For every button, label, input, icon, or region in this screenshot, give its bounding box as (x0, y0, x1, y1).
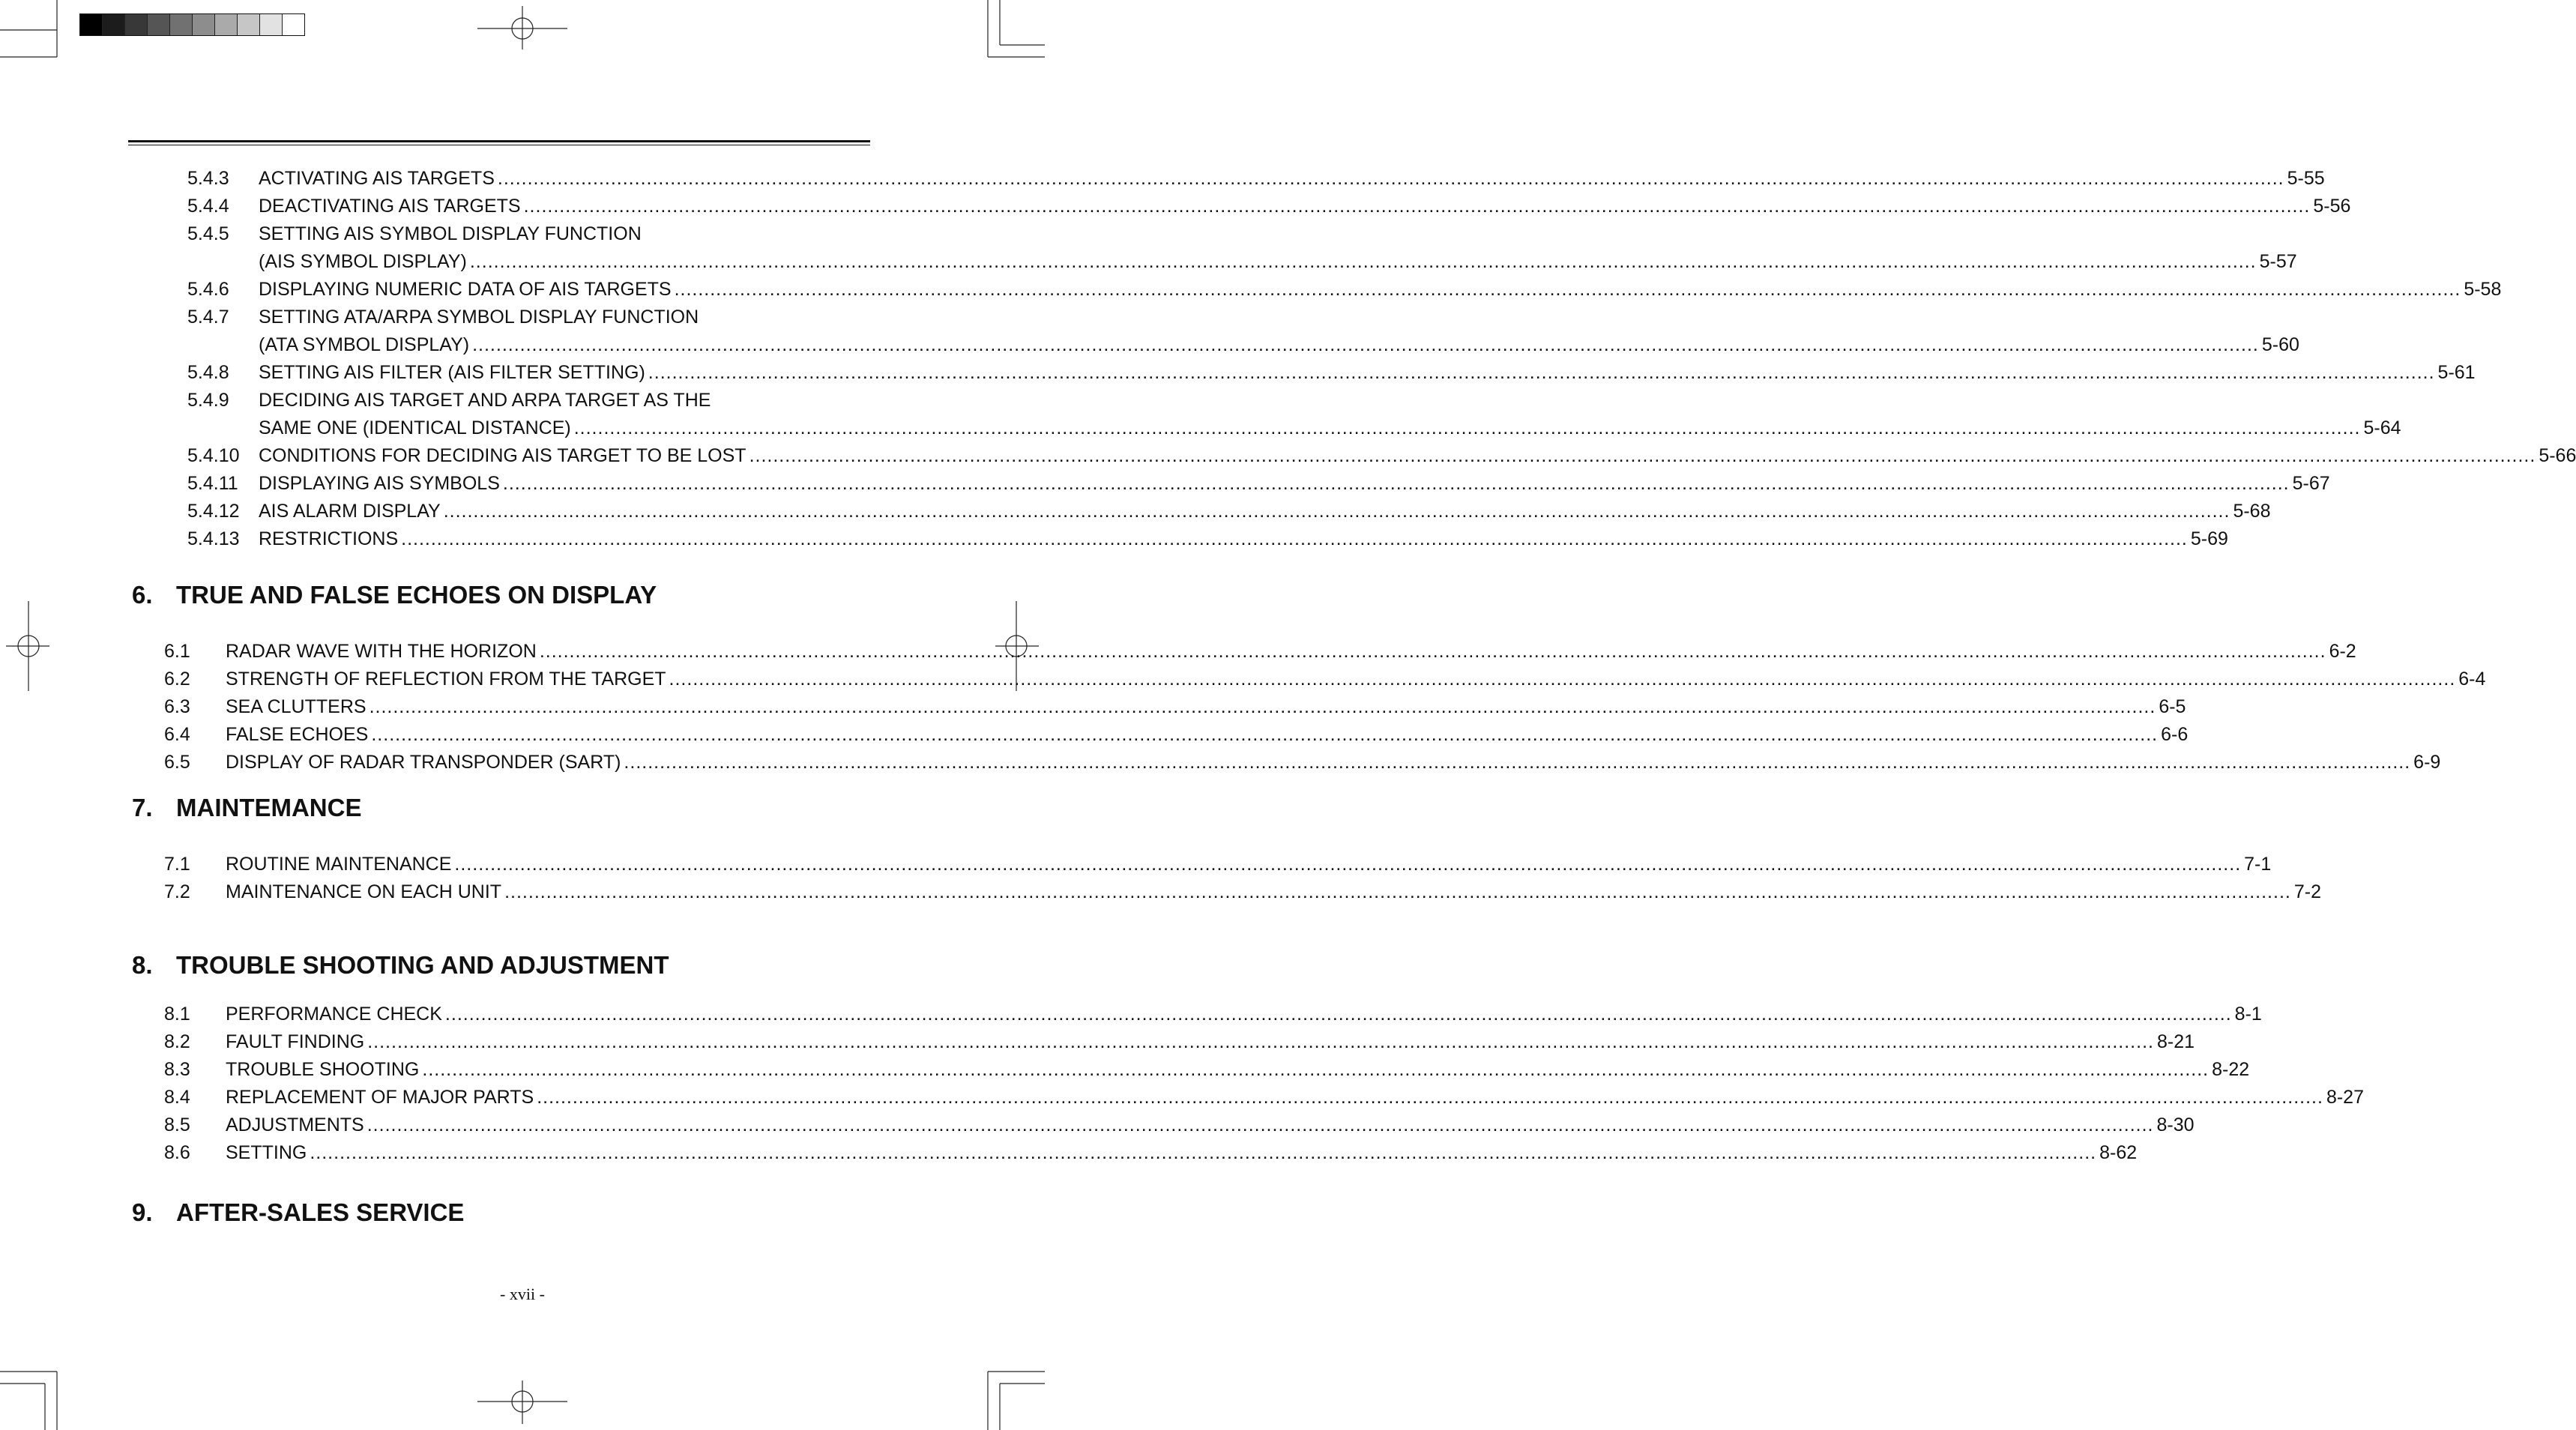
toc-entry[interactable] (164, 1085, 2364, 1113)
toc-entry[interactable] (164, 1141, 2138, 1168)
chapter-number: 7. (132, 794, 153, 821)
header-rule-thick (128, 140, 870, 142)
chapter-title: TRUE AND FALSE ECHOES ON DISPLAY (176, 581, 657, 609)
toc-entry[interactable] (164, 750, 2441, 778)
dot-leader: ............................................................................................................................................................................................................................................................................................................ (422, 1059, 2209, 1080)
toc-entry[interactable] (187, 471, 2330, 499)
chapter-title: TROUBLE SHOOTING AND ADJUSTMENT (176, 951, 669, 979)
toc-entry-title: PERFORMANCE CHECK (226, 1004, 442, 1025)
toc-entry-number: 5.4.9 (187, 390, 229, 411)
toc-entry[interactable] (187, 499, 2271, 527)
toc-page-number: 8-62 (2099, 1142, 2138, 1163)
dot-leader: ............................................................................................................................................................................................................................................................................................................ (674, 279, 2461, 300)
page-number: - xvii - (500, 1285, 545, 1303)
toc-entry-title: SETTING (226, 1142, 307, 1163)
crop-mark-bottom-right (988, 1372, 1045, 1430)
toc-entry-number: 5.4.13 (187, 528, 240, 549)
toc-page-number: 6-4 (2458, 669, 2486, 690)
toc-page-number: 8-27 (2326, 1087, 2364, 1108)
toc-entry-title: DISPLAYING AIS SYMBOLS (259, 473, 500, 494)
toc-entry[interactable] (164, 695, 2186, 722)
toc-entry[interactable] (187, 388, 2401, 444)
toc-page-number: 5-64 (2363, 417, 2401, 438)
dot-leader: ............................................................................................................................................................................................................................................................................................................ (504, 881, 2291, 902)
toc-entry-title-line: DECIDING AIS TARGET AND ARPA TARGET AS THE (259, 390, 711, 411)
dot-leader: ............................................................................................................................................................................................................................................................................................................ (669, 669, 2456, 690)
registration-mark-left (6, 601, 49, 691)
toc-entry-number: 5.4.6 (187, 279, 229, 300)
chapter-number: 9. (132, 1198, 153, 1226)
toc-entry-title: FAULT FINDING (226, 1031, 365, 1052)
toc-page-number: 5-57 (2259, 251, 2297, 272)
toc-entry-number: 8.3 (164, 1059, 190, 1080)
dot-leader: ............................................................................................................................................................................................................................................................................................................ (502, 473, 2290, 494)
dot-leader: ............................................................................................................................................................................................................................................................................................................ (573, 417, 2361, 438)
toc-page-number: 5-67 (2292, 473, 2330, 494)
toc-entry-title: SETTING AIS FILTER (AIS FILTER SETTING) (259, 362, 645, 383)
dot-leader: ............................................................................................................................................................................................................................................................................................................ (367, 1114, 2154, 1135)
toc-page-number: 6-6 (2161, 724, 2189, 745)
toc-page-number: 5-66 (2539, 445, 2576, 466)
toc-entry[interactable] (164, 880, 2321, 908)
chapter-title: AFTER-SALES SERVICE (176, 1198, 465, 1226)
toc-entry-number: 8.2 (164, 1031, 190, 1052)
dot-leader: ............................................................................................................................................................................................................................................................................................................ (497, 168, 2284, 189)
toc-entry-title: RADAR WAVE WITH THE HORIZON (226, 641, 537, 662)
dot-leader: ............................................................................................................................................................................................................................................................................................................ (401, 528, 2188, 549)
dot-leader: ............................................................................................................................................................................................................................................................................................................ (369, 696, 2156, 717)
dot-leader: ............................................................................................................................................................................................................................................................................................................ (749, 445, 2536, 466)
toc-entry-title: STRENGTH OF REFLECTION FROM THE TARGET (226, 669, 666, 690)
toc-page-number: 5-58 (2464, 279, 2502, 300)
toc-page-number: 7-2 (2293, 881, 2321, 902)
toc-page-number: 8-30 (2156, 1114, 2195, 1135)
toc-entry-number: 5.4.5 (187, 223, 229, 244)
toc-page-number: 5-69 (2190, 528, 2228, 549)
dot-leader: ............................................................................................................................................................................................................................................................................................................ (539, 641, 2326, 662)
toc-entry[interactable] (187, 222, 2297, 277)
dot-leader: ............................................................................................................................................................................................................................................................................................................ (443, 501, 2230, 522)
toc-page-number: 5-56 (2313, 196, 2351, 217)
toc-page-number: 6-2 (2329, 641, 2356, 662)
dot-leader: ............................................................................................................................................................................................................................................................................................................ (444, 1004, 2232, 1025)
toc-entry-title-line: SETTING AIS SYMBOL DISPLAY FUNCTION (259, 223, 642, 244)
toc-entry[interactable] (187, 360, 2476, 388)
crop-mark-top-right (988, 0, 1045, 57)
toc-entry-title: FALSE ECHOES (226, 724, 369, 745)
dot-leader: ............................................................................................................................................................................................................................................................................................................ (648, 362, 2435, 383)
toc-entry[interactable] (164, 1030, 2195, 1058)
toc-entry-title: DISPLAY OF RADAR TRANSPONDER (SART) (226, 752, 621, 773)
toc-page-number: 8-22 (2212, 1059, 2250, 1080)
toc-entry-title: REPLACEMENT OF MAJOR PARTS (226, 1087, 534, 1108)
toc-entry-title: (AIS SYMBOL DISPLAY) (259, 251, 467, 272)
toc-entry-title: AIS ALARM DISPLAY (259, 501, 441, 522)
toc-entry-title: (ATA SYMBOL DISPLAY) (259, 334, 470, 355)
toc-entry[interactable] (164, 667, 2486, 695)
chapter-number: 8. (132, 951, 153, 979)
crop-mark-top-left (0, 0, 57, 57)
toc-entry[interactable] (187, 277, 2502, 305)
toc-entry-number: 5.4.11 (187, 473, 238, 494)
toc-entry-number: 5.4.10 (187, 445, 240, 466)
toc-entry[interactable] (164, 1058, 2250, 1085)
toc-entry[interactable] (164, 1113, 2195, 1141)
toc-entry-number: 6.2 (164, 669, 190, 690)
toc-page-number: 6-9 (2413, 752, 2441, 773)
dot-leader: ............................................................................................................................................................................................................................................................................................................ (371, 724, 2159, 745)
toc-entry-title: TROUBLE SHOOTING (226, 1059, 420, 1080)
toc-page-number: 5-68 (2233, 501, 2271, 522)
dot-leader: ............................................................................................................................................................................................................................................................................................................ (469, 251, 2257, 272)
toc-entry-title: SEA CLUTTERS (226, 696, 367, 717)
toc-entry-title: ROUTINE MAINTENANCE (226, 854, 452, 875)
toc-entry-number: 8.4 (164, 1087, 190, 1108)
toc-entry-number: 5.4.8 (187, 362, 229, 383)
toc-page-number: 5-60 (2261, 334, 2299, 355)
toc-entry[interactable] (164, 1002, 2262, 1030)
toc-entry-title: DISPLAYING NUMERIC DATA OF AIS TARGETS (259, 279, 672, 300)
toc-entry-number: 7.1 (164, 854, 190, 875)
toc-entry-number: 8.1 (164, 1004, 190, 1025)
registration-mark-top (477, 6, 567, 49)
toc-entry-title: RESTRICTIONS (259, 528, 399, 549)
toc-page-number: 6-5 (2159, 696, 2186, 717)
dot-leader: ............................................................................................................................................................................................................................................................................................................ (624, 752, 2411, 773)
toc-entry[interactable] (187, 527, 2228, 555)
toc-entry-title: SAME ONE (IDENTICAL DISTANCE) (259, 417, 571, 438)
toc-entry-number: 6.3 (164, 696, 190, 717)
toc-entry-number: 7.2 (164, 881, 190, 902)
toc-page-number: 7-1 (2244, 854, 2272, 875)
toc-entry-number: 8.6 (164, 1142, 190, 1163)
dot-leader: ............................................................................................................................................................................................................................................................................................................ (472, 334, 2259, 355)
toc-entry[interactable] (187, 305, 2299, 360)
toc-entry[interactable] (187, 194, 2351, 222)
dot-leader: ............................................................................................................................................................................................................................................................................................................ (454, 854, 2242, 875)
toc-entry-title: CONDITIONS FOR DECIDING AIS TARGET TO BE LOST (259, 445, 746, 466)
toc-entry-title: ACTIVATING AIS TARGETS (259, 168, 495, 189)
chapter-number: 6. (132, 581, 153, 609)
toc-entry-number: 5.4.7 (187, 307, 229, 328)
dot-leader: ............................................................................................................................................................................................................................................................................................................ (310, 1142, 2097, 1163)
toc-entry-number: 6.5 (164, 752, 190, 773)
toc-entry[interactable] (164, 639, 2356, 667)
toc-entry-number: 6.4 (164, 724, 190, 745)
toc-page-number: 8-1 (2234, 1004, 2262, 1025)
toc-entry[interactable] (187, 166, 2325, 194)
toc-entry-number: 5.4.3 (187, 168, 229, 189)
toc-entry-number: 5.4.4 (187, 196, 229, 217)
dot-leader: ............................................................................................................................................................................................................................................................................................................ (523, 196, 2311, 217)
toc-entry-number: 8.5 (164, 1114, 190, 1135)
toc-entry[interactable] (164, 852, 2272, 880)
dot-leader: ............................................................................................................................................................................................................................................................................................................ (537, 1087, 2323, 1108)
toc-entry-title: DEACTIVATING AIS TARGETS (259, 196, 521, 217)
toc-entry[interactable] (164, 722, 2189, 750)
toc-entry[interactable] (187, 444, 2576, 471)
toc-entry-title: MAINTENANCE ON EACH UNIT (226, 881, 502, 902)
toc-entry-title-line: SETTING ATA/ARPA SYMBOL DISPLAY FUNCTION (259, 307, 699, 328)
toc-entry-number: 5.4.12 (187, 501, 240, 522)
crop-mark-bottom-left (0, 1372, 57, 1430)
toc-entry-number: 6.1 (164, 641, 190, 662)
dot-leader: ............................................................................................................................................................................................................................................................................................................ (367, 1031, 2154, 1052)
toc-entry-title: ADJUSTMENTS (226, 1114, 364, 1135)
toc-page-number: 8-21 (2156, 1031, 2195, 1052)
toc-page-number: 5-61 (2437, 362, 2476, 383)
chapter-title: MAINTEMANCE (176, 794, 362, 821)
registration-mark-bottom (477, 1381, 567, 1424)
toc-page-number: 5-55 (2287, 168, 2325, 189)
